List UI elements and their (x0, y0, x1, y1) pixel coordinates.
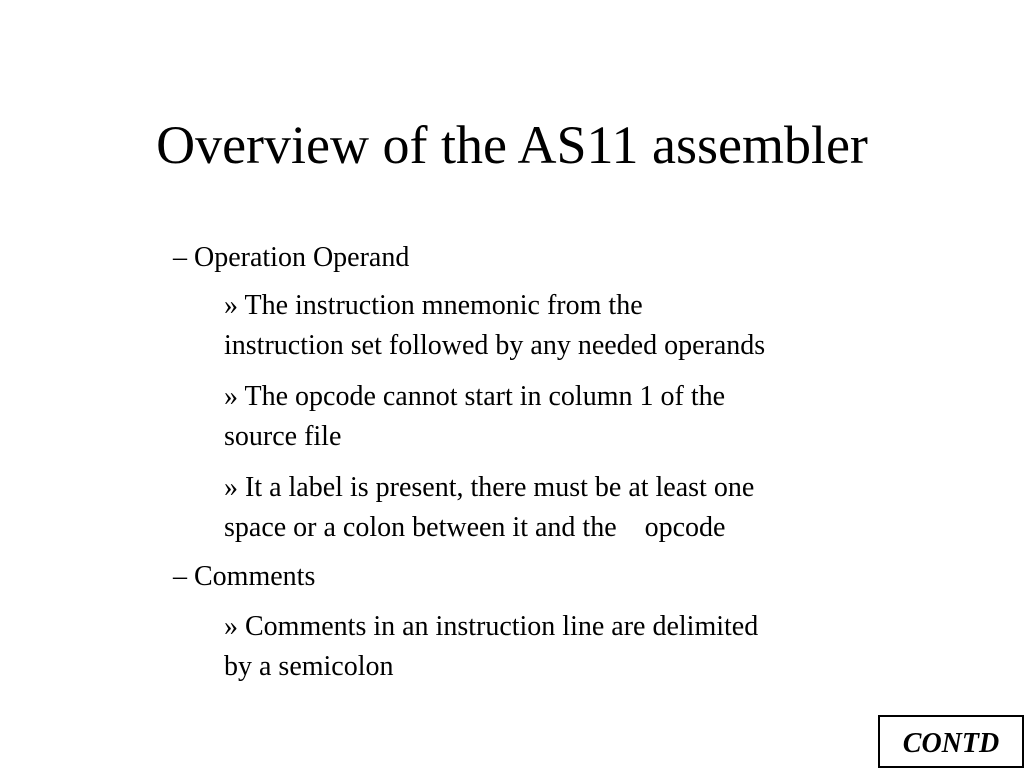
sub-bullet-line: » The instruction mnemonic from the (224, 290, 643, 321)
sub-bullet-line: » It a label is present, there must be at least one (224, 472, 755, 503)
sub-bullet-semicolon (224, 607, 904, 687)
bullet-comments: – Comments (173, 561, 316, 592)
sub-bullet-line: » Comments in an instruction line are delimited (224, 611, 759, 642)
contd-button[interactable]: CONTD (878, 715, 1024, 768)
sub-bullet-line: » The opcode cannot start in column 1 of the (224, 381, 726, 412)
sub-bullet-line: space or a colon between it and the opcode (224, 512, 726, 543)
sub-bullet-mnemonic (224, 286, 904, 366)
slide-title: Overview of the AS11 assembler (156, 115, 868, 175)
sub-bullet-label-space (224, 468, 904, 548)
bullet-operation-operand: – Operation Operand (173, 242, 410, 273)
sub-bullet-line: by a semicolon (224, 651, 394, 682)
sub-bullet-opcode-column (224, 377, 904, 457)
sub-bullet-line: instruction set followed by any needed operands (224, 330, 766, 361)
sub-bullet-line: source file (224, 421, 342, 452)
